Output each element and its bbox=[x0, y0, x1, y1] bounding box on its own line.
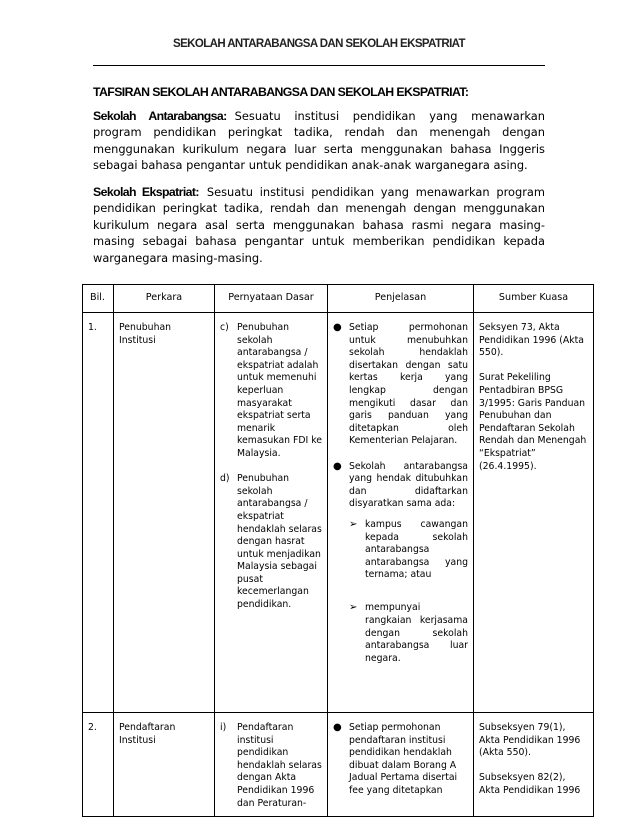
policy-item-marker: d) bbox=[220, 473, 230, 485]
policy-item bbox=[220, 322, 322, 461]
explanation-text: Sekolah antarabangsa yang hendak ditubuhkan dan didaftarkan disyaratkan sama ada: bbox=[349, 460, 468, 510]
definition-text: Sesuatu institusi pendidikan yang menawarkan program pendidikan peringkat tadika, rendah dan menengah dengan menggunakan kurikulum negara asal serta menggunakan bahasa rasmi negara masing-masing sebagai bahasa pengantar untuk memberikan pendidikan kepada warganegara masing-masing. bbox=[93, 184, 545, 265]
policy-item-marker: c) bbox=[220, 322, 229, 333]
explanation-text: Setiap permohonan pendaftaran institusi pendidikan hendaklah dibuat dalam Borang A Jadual Pertama disertai fee yang ditetapkan bbox=[349, 722, 458, 796]
page-title: SEKOLAH ANTARABANGSA DAN SEKOLAH EKSPATRIAT bbox=[173, 38, 465, 50]
cell-bil: 1. bbox=[83, 313, 114, 713]
source-text: Seksyen 73, Akta Pendidikan 1996 (Akta 550). bbox=[479, 322, 584, 359]
arrow-bullet-icon: ➢ bbox=[349, 602, 358, 614]
policy-item bbox=[220, 473, 322, 612]
condition-text: mempunyai rangkaian kerjasama dengan sekolah antarabangsa luar negara. bbox=[365, 602, 468, 664]
definition-term: Sekolah Antarabangsa: bbox=[93, 108, 227, 123]
cell-pernyataan-dasar bbox=[215, 713, 328, 817]
policy-item-text: Penubuhan sekolah antarabangsa / ekspatriat hendaklah selaras dengan hasrat untuk menjadikan Malaysia sebagai pusat kecemerlangan pendidikan. bbox=[237, 473, 322, 611]
cell-sumber-kuasa bbox=[474, 313, 594, 713]
policy-item bbox=[220, 722, 322, 810]
header-penjelasan: Penjelasan bbox=[328, 285, 474, 313]
bullet-dot-icon: ● bbox=[333, 460, 342, 472]
definitions-section bbox=[93, 84, 545, 266]
explanation-item bbox=[333, 322, 468, 448]
table-header-row bbox=[83, 285, 594, 313]
definition-antarabangsa bbox=[93, 108, 545, 174]
table-row bbox=[83, 313, 594, 713]
explanation-text: Setiap permohonan untuk menubuhkan sekolah hendaklah disertakan dengan satu kertas kerja yang lengkap dengan mengikuti dasar dan garis panduan yang ditetapkan oleh Kementerian Pelajaran. bbox=[349, 322, 468, 447]
definition-term: Sekolah Ekspatriat: bbox=[93, 184, 199, 199]
policy-item-marker: i) bbox=[220, 722, 227, 733]
definition-ekspatriat bbox=[93, 184, 545, 267]
policy-item-text: Pendaftaran institusi pendidikan hendaklah selaras dengan Akta Pendidikan 1996 dan Peraturan- bbox=[237, 722, 322, 809]
cell-penjelasan bbox=[328, 313, 474, 713]
cell-penjelasan bbox=[328, 713, 474, 817]
cell-perkara: Pendaftaran Institusi bbox=[114, 713, 215, 817]
policy-table bbox=[82, 284, 594, 817]
definition-text: Sesuatu institusi pendidikan yang menawarkan program pendidikan peringkat tadika, rendah dan menengah dengan menggunakan kurikulum negara luar serta menggunakan bahasa Inggeris sebagai bahasa pengantar untuk pendidikan anak-anak warganegara asing. bbox=[93, 108, 545, 172]
condition-text: kampus cawangan kepada sekolah antarabangsa antarabangsa yang ternama; atau bbox=[365, 518, 468, 581]
policy-item-text: Penubuhan sekolah antarabangsa / ekspatriat adalah untuk memenuhi keperluan masyarakat ekspatriat serta menarik kemasukan FDI ke Malaysia. bbox=[237, 322, 323, 459]
explanation-item bbox=[333, 461, 468, 666]
arrow-bullet-icon: ➢ bbox=[349, 518, 358, 530]
cell-perkara: Penubuhan Institusi bbox=[114, 313, 215, 713]
condition-item bbox=[349, 602, 468, 665]
cell-bil: 2. bbox=[83, 713, 114, 817]
header-sumber-kuasa: Sumber Kuasa bbox=[474, 285, 594, 313]
source-text: Surat Pekeliling Pentadbiran BPSG 3/1995: Garis Panduan Penubuhan dan Pendaftaran Sekolah Rendah dan Menengah “Ekspatriat” (26.4.1995). bbox=[479, 372, 587, 472]
title-divider bbox=[93, 65, 545, 66]
header-bil: Bil. bbox=[83, 285, 114, 313]
bullet-dot-icon: ● bbox=[333, 722, 342, 733]
section-heading: TAFSIRAN SEKOLAH ANTARABANGSA DAN SEKOLAH EKSPATRIAT: bbox=[93, 85, 469, 99]
bullet-dot-icon: ● bbox=[333, 322, 342, 333]
source-text: Subseksyen 82(2), Akta Pendidikan 1996 bbox=[479, 772, 581, 796]
condition-item bbox=[349, 519, 468, 582]
header-pernyataan-dasar: Pernyataan Dasar bbox=[215, 285, 328, 313]
header-perkara: Perkara bbox=[114, 285, 215, 313]
source-text: Subseksyen 79(1), Akta Pendidikan 1996 (Akta 550). bbox=[479, 722, 581, 759]
table-row bbox=[83, 713, 594, 817]
explanation-item bbox=[333, 722, 468, 798]
cell-sumber-kuasa bbox=[474, 713, 594, 817]
cell-pernyataan-dasar bbox=[215, 313, 328, 713]
